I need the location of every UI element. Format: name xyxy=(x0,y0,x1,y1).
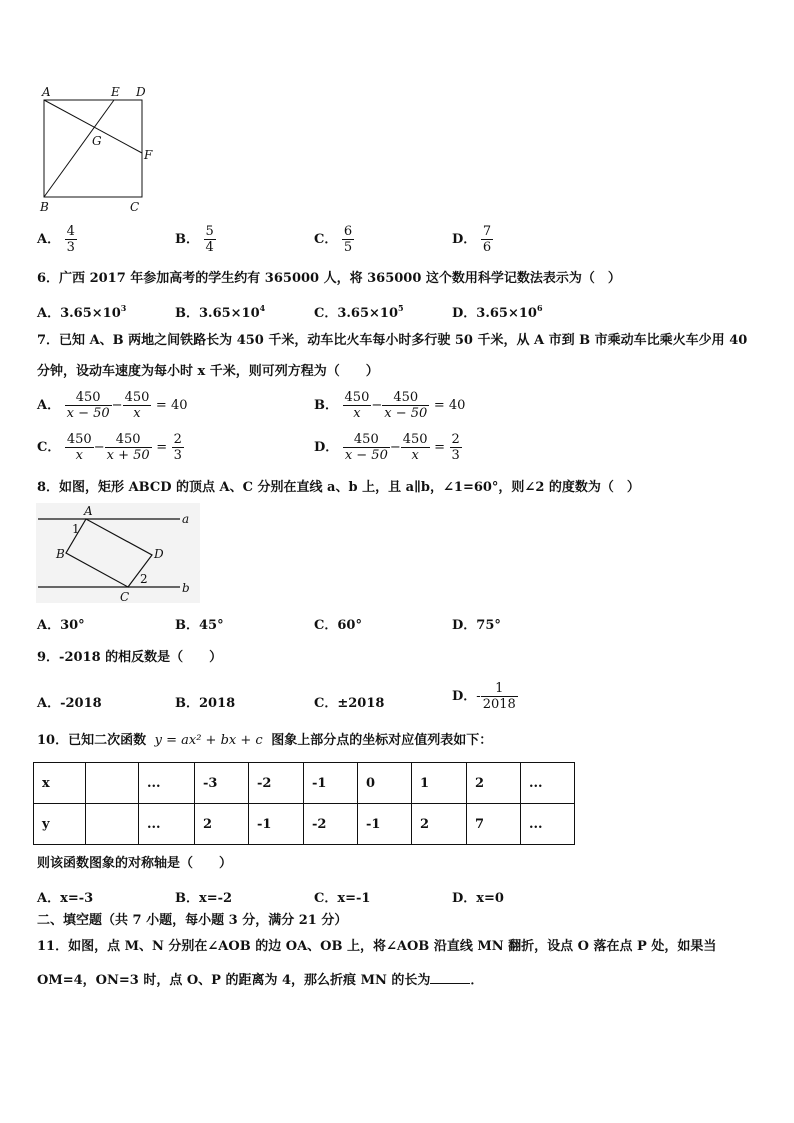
q9-option-d: D．- $\frac{1}{2018}$ xyxy=(452,681,516,712)
q10-option-a: A．x=-3 xyxy=(37,891,94,906)
label-a: A xyxy=(42,85,51,99)
table-cell: y xyxy=(34,804,86,845)
label-d-vertex: D xyxy=(154,547,164,561)
table-cell: 2 xyxy=(467,763,521,804)
q9-stem: 9．-2018 的相反数是（ ） xyxy=(37,650,223,665)
label-g: G xyxy=(92,134,102,148)
q7-option-b: B． $\frac{450}{x}$ − $\frac{450}{x - 50}$ = 40 xyxy=(314,390,466,421)
table-cell: ... xyxy=(521,804,575,845)
q7-stem-line2: 分钟，设动车速度为每小时 x 千米，则可列方程为（ ） xyxy=(37,364,379,379)
q9-option-a: A．-2018 xyxy=(37,696,102,711)
q10-value-table xyxy=(33,762,575,845)
table-cell: -2 xyxy=(304,804,358,845)
table-cell: -1 xyxy=(249,804,304,845)
q7-stem-line1: 7．已知 A、B 两地之间铁路长为 450 千米，动车比火车每小时多行驶 50 千米，从 A 市到 B 市乘动车比乘火车少用 40 xyxy=(37,333,748,348)
label-f: F xyxy=(144,148,153,162)
q8-stem: 8．如图，矩形 ABCD 的顶点 A、C 分别在直线 a、b 上，且 a∥b，∠1=60°，则∠2 的度数为（ ） xyxy=(37,480,640,495)
table-cell: -2 xyxy=(249,763,304,804)
label-d: D xyxy=(136,85,146,99)
table-cell: 2 xyxy=(195,804,249,845)
table-row-x xyxy=(34,763,575,804)
q5-option-b: B． $\frac{5}{4}$ xyxy=(175,224,214,255)
label-angle-1: 1 xyxy=(72,522,80,536)
q10-option-d: D．x=0 xyxy=(452,891,504,906)
label-c: C xyxy=(130,200,140,214)
label-b: B xyxy=(40,200,49,214)
q6-option-d: D．$3.65\times 10^6$ xyxy=(452,303,543,321)
table-cell: 2 xyxy=(412,804,467,845)
q11-line2: OM=4，ON=3 时，点 O、P 的距离为 4，那么折痕 MN 的长为 ． xyxy=(37,973,484,988)
label-angle-2: 2 xyxy=(140,572,148,586)
q5-option-c: C． $\frac{6}{5}$ xyxy=(314,224,353,255)
label-line-a: a xyxy=(182,512,190,526)
q5-option-a: A． $\frac{4}{3}$ xyxy=(37,224,75,255)
table-cell: -3 xyxy=(195,763,249,804)
q11-line1: 11．如图，点 M、N 分别在∠AOB 的边 OA、OB 上，将∠AOB 沿直线 MN 翻折，设点 O 落在点 P 处，如果当 xyxy=(37,939,717,954)
q8-option-a: A．30° xyxy=(37,618,85,633)
q7-option-d: D． $\frac{450}{x - 50}$ − $\frac{450}{x}$ = $\frac{2}{3}$ xyxy=(314,432,460,463)
label-b-vertex: B xyxy=(56,547,65,561)
q7-option-a: A． $\frac{450}{x - 50}$ − $\frac{450}{x}$ = 40 xyxy=(37,390,188,421)
q10-stem: 10．已知二次函数 y = ax² + bx + c 图象上部分点的坐标对应值列表如下： xyxy=(37,733,493,748)
label-line-b: b xyxy=(182,581,190,595)
q8-option-b: B．45° xyxy=(175,618,224,633)
table-cell: ... xyxy=(139,804,195,845)
table-cell: -1 xyxy=(358,804,412,845)
q9-option-c: C．±2018 xyxy=(314,696,385,711)
square-outline xyxy=(44,100,142,197)
q9-option-b: B．2018 xyxy=(175,696,236,711)
section-heading: 二、填空题（共 7 小题，每小题 3 分，满分 21 分） xyxy=(37,913,348,928)
table-cell: 0 xyxy=(358,763,412,804)
label-e: E xyxy=(111,85,120,99)
q5-option-d: D． $\frac{7}{6}$ xyxy=(452,224,492,255)
rectangle-parallel-lines-figure xyxy=(36,503,200,603)
table-row-y xyxy=(34,804,575,845)
q8-option-d: D．75° xyxy=(452,618,501,633)
answer-blank[interactable] xyxy=(430,971,470,984)
q10-formula: y = ax² + bx + c xyxy=(154,733,263,748)
q6-stem: 6．广西 2017 年参加高考的学生约有 365000 人，将 365000 这个数用科学记数法表示为（ ） xyxy=(37,271,621,286)
table-cell: 7 xyxy=(467,804,521,845)
q7-option-c: C． $\frac{450}{x}$ − $\frac{450}{x + 50}$ = $\frac{2}{3}$ xyxy=(37,432,182,463)
label-c-vertex: C xyxy=(120,590,130,603)
table-cell xyxy=(86,763,139,804)
q10-option-b: B．x=-2 xyxy=(175,891,233,906)
table-cell: ... xyxy=(521,763,575,804)
q10-option-c: C．x=-1 xyxy=(314,891,371,906)
table-cell: ... xyxy=(139,763,195,804)
q8-option-c: C．60° xyxy=(314,618,362,633)
segment-be xyxy=(44,100,114,197)
table-cell: -1 xyxy=(304,763,358,804)
q6-option-c: C．$3.65\times 10^5$ xyxy=(314,303,404,321)
table-cell: 1 xyxy=(412,763,467,804)
table-cell: x xyxy=(34,763,86,804)
table-cell xyxy=(86,804,139,845)
label-a-vertex: A xyxy=(84,504,93,518)
square-figure xyxy=(36,84,164,216)
q6-option-a: A．$3.65\times 10^3$ xyxy=(37,303,127,321)
q6-option-b: B．$3.65\times 10^4$ xyxy=(175,303,266,321)
q10-follow: 则该函数图象的对称轴是（ ） xyxy=(37,856,233,871)
